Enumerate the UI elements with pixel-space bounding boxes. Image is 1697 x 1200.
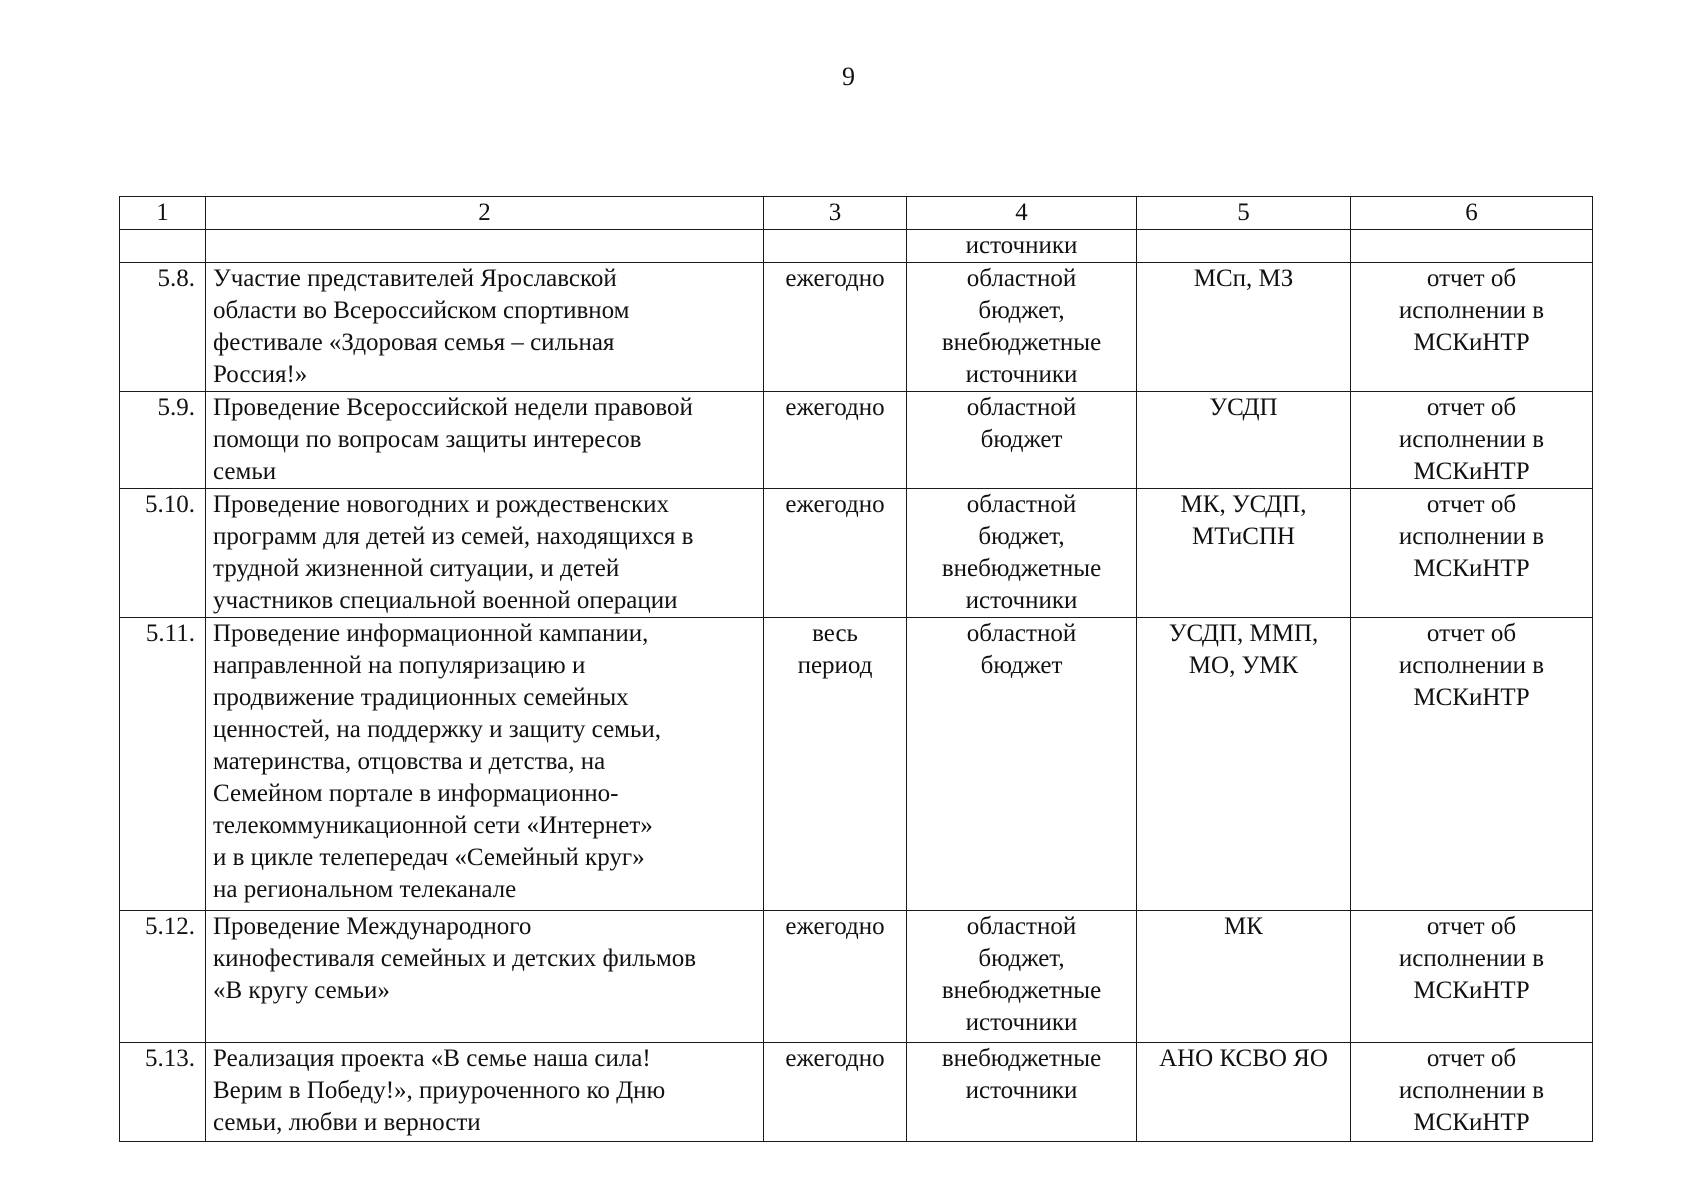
- funding-source: областной бюджет, внебюджетные источники: [907, 911, 1137, 1043]
- funding-source: источники: [907, 230, 1137, 263]
- item-number: 5.9.: [120, 392, 206, 489]
- column-number-2: 2: [206, 197, 764, 230]
- expected-result: отчет об исполнении в МСКиНТР: [1351, 263, 1593, 392]
- item-number: [120, 230, 206, 263]
- table-row: [120, 618, 1593, 911]
- table-row: [120, 263, 1593, 392]
- event-name: Реализация проекта «В семье наша сила! Верим в Победу!», приуроченного ко Дню семьи, любви и верности: [206, 1043, 764, 1142]
- item-number: 5.10.: [120, 489, 206, 618]
- item-number: 5.12.: [120, 911, 206, 1043]
- column-number-4: 4: [907, 197, 1137, 230]
- expected-result: отчет об исполнении в МСКиНТР: [1351, 911, 1593, 1043]
- event-period: ежегодно: [764, 263, 907, 392]
- expected-result: отчет об исполнении в МСКиНТР: [1351, 392, 1593, 489]
- funding-source: внебюджетные источники: [907, 1043, 1137, 1142]
- funding-source: областной бюджет: [907, 618, 1137, 911]
- plan-table: [119, 196, 1593, 1142]
- event-period: [764, 230, 907, 263]
- executors: УСДП, ММП, МО, УМК: [1137, 618, 1351, 911]
- event-name: Проведение новогодних и рождественских программ для детей из семей, находящихся в трудной жизненной ситуации, и детей участников специальной военной операции: [206, 489, 764, 618]
- table-row: [120, 392, 1593, 489]
- table-row: [120, 1043, 1593, 1142]
- expected-result: отчет об исполнении в МСКиНТР: [1351, 618, 1593, 911]
- table-row: [120, 489, 1593, 618]
- event-period: ежегодно: [764, 489, 907, 618]
- event-name: Участие представителей Ярославской области во Всероссийском спортивном фестивале «Здоровая семья – сильная Россия!»: [206, 263, 764, 392]
- event-name: Проведение информационной кампании, направленной на популяризацию и продвижение традиционных семейных ценностей, на поддержку и защиту семьи, материнства, отцовства и детства, на Семейном портале в информационно- телекоммуникационной сети «Интернет» и в цикле телепередач «Семейный круг» на региональном телеканале: [206, 618, 764, 911]
- executors: МСп, МЗ: [1137, 263, 1351, 392]
- page-number: 9: [842, 62, 855, 91]
- event-period: ежегодно: [764, 392, 907, 489]
- executors: МК, УСДП, МТиСПН: [1137, 489, 1351, 618]
- executors: МК: [1137, 911, 1351, 1043]
- event-period: ежегодно: [764, 911, 907, 1043]
- executors: УСДП: [1137, 392, 1351, 489]
- column-number-5: 5: [1137, 197, 1351, 230]
- column-number-3: 3: [764, 197, 907, 230]
- table-row: [120, 911, 1593, 1043]
- column-number-6: 6: [1351, 197, 1593, 230]
- item-number: 5.11.: [120, 618, 206, 911]
- continuation-row: [120, 230, 1593, 263]
- column-number-1: 1: [120, 197, 206, 230]
- event-period: ежегодно: [764, 1043, 907, 1142]
- item-number: 5.8.: [120, 263, 206, 392]
- event-name: Проведение Международного кинофестиваля семейных и детских фильмов «В кругу семьи»: [206, 911, 764, 1043]
- funding-source: областной бюджет, внебюджетные источники: [907, 489, 1137, 618]
- executors: АНО КСВО ЯО: [1137, 1043, 1351, 1142]
- item-number: 5.13.: [120, 1043, 206, 1142]
- funding-source: областной бюджет: [907, 392, 1137, 489]
- event-period: весь период: [764, 618, 907, 911]
- event-name: [206, 230, 764, 263]
- column-number-row: [120, 197, 1593, 230]
- funding-source: областной бюджет, внебюджетные источники: [907, 263, 1137, 392]
- executors: [1137, 230, 1351, 263]
- event-name: Проведение Всероссийской недели правовой помощи по вопросам защиты интересов семьи: [206, 392, 764, 489]
- expected-result: [1351, 230, 1593, 263]
- expected-result: отчет об исполнении в МСКиНТР: [1351, 489, 1593, 618]
- expected-result: отчет об исполнении в МСКиНТР: [1351, 1043, 1593, 1142]
